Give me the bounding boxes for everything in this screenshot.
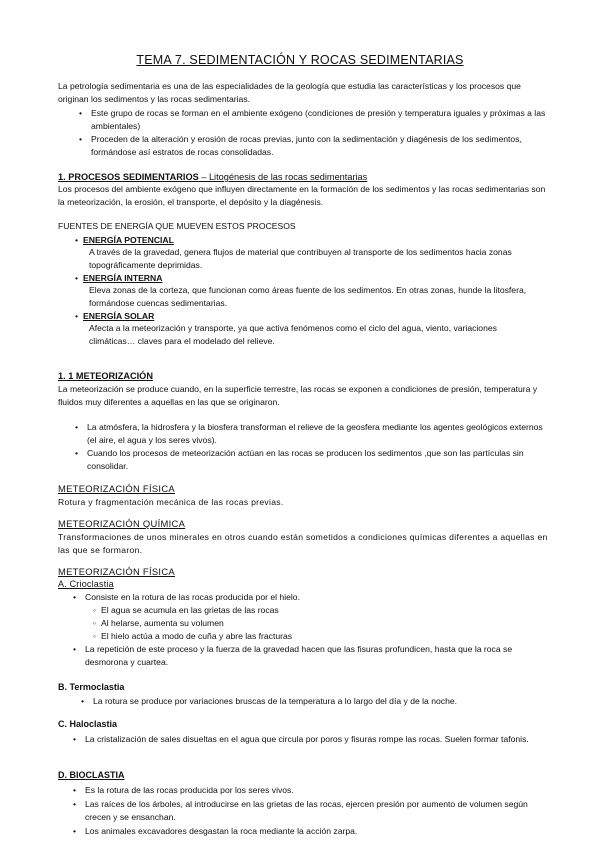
energy-potential-label: • ENERGÍA POTENCIAL [75, 235, 174, 245]
circle-bullet-icon: ◦ [93, 605, 97, 615]
bullet-icon: • [75, 422, 79, 432]
termoclastia-bullet: • La rotura se produce por variaciones bruscas de la temperatura a lo largo del día y de la noche. [81, 696, 458, 706]
meteorization-bullet: • Cuando los procesos de meteorización actúan en las rocas se producen los sedimentos ,que son las partículas sin consolidar. [75, 448, 524, 471]
haloclastia-bullet: • La cristalización de sales disueltas en el agua que circula por poros y fisuras rompe las rocas. Suelen formar tafonis. [73, 734, 529, 744]
section-1-paragraph: Los procesos del ambiente exógeno que influyen directamente en la formación de los sedimentos y las rocas sedimentarias son la meteorización, la erosión, el transporte, el depósito y la diagénesis. [58, 184, 546, 207]
intro-bullet: • Este grupo de rocas se forman en el ambiente exógeno (condiciones de presión y temperatura iguales y próximas a las ambientales) [79, 108, 546, 131]
bullet-icon: • [73, 826, 77, 836]
circle-bullet-icon: ◦ [93, 618, 97, 628]
crioclastia-bullet: • Consiste en la rotura de las rocas producida por el hielo. [73, 592, 300, 602]
intro-paragraph: La petrología sedimentaria es una de las especialidades de la geología que estudia las características y los procesos que originan los sedimentos y las rocas sedimentarias. [58, 81, 521, 104]
bullet-icon: • [79, 108, 83, 118]
bullet-icon: • [75, 235, 79, 245]
bullet-icon: • [73, 592, 77, 602]
crioclastia-subitem: ◦ Al helarse, aumenta su volumen [93, 618, 224, 628]
energy-internal-label: • ENERGÍA INTERNA [75, 273, 163, 283]
meteorization-bullet: • La atmósfera, la hidrosfera y la biosfera transforman el relieve de la geosfera mediante los agentes geológicos externos (el aire, el agua y los seres vivos). [75, 422, 543, 445]
bullet-icon: • [75, 311, 79, 321]
section-1-1-heading: 1. 1 METEORIZACIÓN [58, 371, 153, 381]
bullet-icon: • [75, 273, 79, 283]
crioclastia-subitem: ◦ El agua se acumula en las grietas de las rocas [93, 605, 279, 615]
energy-internal-text: Eleva zonas de la corteza, que funcionan como áreas fuente de los sedimentos. En otras zonas, hunde la litosfera, formándose cuencas sedimentarias. [89, 285, 527, 308]
crioclastia-subitem: ◦ El hielo actúa a modo de cuña y abre las fracturas [93, 631, 293, 641]
bullet-icon: • [73, 734, 77, 744]
chemical-heading: METEORIZACIÓN QUÍMICA [58, 518, 186, 529]
chemical-text: Transformaciones de unos minerales en otros cuando están sometidos a condiciones químicas diferentes a aquellas en las que se formaron. [58, 532, 548, 555]
energy-solar-text: Afecta a la meteorización y transporte, ya que activa fenómenos como el ciclo del agua, viento, variaciones climáticas… claves para el modelado del relieve. [89, 323, 497, 346]
bioclastia-bullet: • Los animales excavadores desgastan la roca mediante la acción zarpa. [73, 826, 358, 836]
physical-heading-2: METEORIZACIÓN FÍSICA [58, 566, 175, 577]
circle-bullet-icon: ◦ [93, 631, 97, 641]
energy-solar-label: • ENERGÍA SOLAR [75, 311, 155, 321]
bullet-icon: • [79, 134, 83, 144]
page-title: TEMA 7. SEDIMENTACIÓN Y ROCAS SEDIMENTARIAS [136, 53, 464, 67]
bullet-icon: • [73, 644, 77, 654]
bioclastia-bullet: • Las raíces de los árboles, al introducirse en las grietas de las rocas, ejercen presión por aumento de volumen según crecen y se ensanchan. [73, 799, 528, 822]
bioclastia-bullet: • Es la rotura de las rocas producida por los seres vivos. [73, 785, 294, 795]
haloclastia-heading: C. Haloclastia [58, 719, 118, 729]
energy-potential-text: A través de la gravedad, genera flujos de material que contribuyen al transporte de los sedimentos hacia zonas topográficamente deprimidas. [89, 247, 512, 270]
energy-sources-heading: FUENTES DE ENERGÍA QUE MUEVEN ESTOS PROCESOS [58, 221, 296, 231]
bullet-icon: • [73, 799, 77, 809]
bullet-icon: • [81, 696, 85, 706]
bullet-icon: • [75, 448, 79, 458]
physical-text: Rotura y fragmentación mecánica de las rocas previas. [58, 497, 284, 507]
section-1-1-paragraph: La meteorización se produce cuando, en la superficie terrestre, las rocas se exponen a condiciones de presión, temperatura y fluidos muy diferentes a aquellas en las que se originaron. [58, 384, 538, 407]
crioclastia-bullet: • La repetición de este proceso y la fuerza de la gravedad hacen que las fisuras profundicen, hasta que la roca se desmorona y cuartea. [73, 644, 513, 667]
bioclastia-heading: D. BIOCLASTIA [58, 770, 125, 780]
intro-bullet: • Proceden de la alteración y erosión de rocas previas, junto con la sedimentación y diagénesis de los sedimentos, formándose así estratos de rocas consolidadas. [79, 134, 522, 157]
section-1-heading: 1. PROCESOS SEDIMENTARIOS – Litogénesis de las rocas sedimentarias [58, 172, 368, 182]
bullet-icon: • [73, 785, 77, 795]
crioclastia-heading: A. Crioclastia [58, 579, 114, 589]
physical-heading: METEORIZACIÓN FÍSICA [58, 483, 175, 494]
termoclastia-heading: B. Termoclastia [58, 682, 125, 692]
